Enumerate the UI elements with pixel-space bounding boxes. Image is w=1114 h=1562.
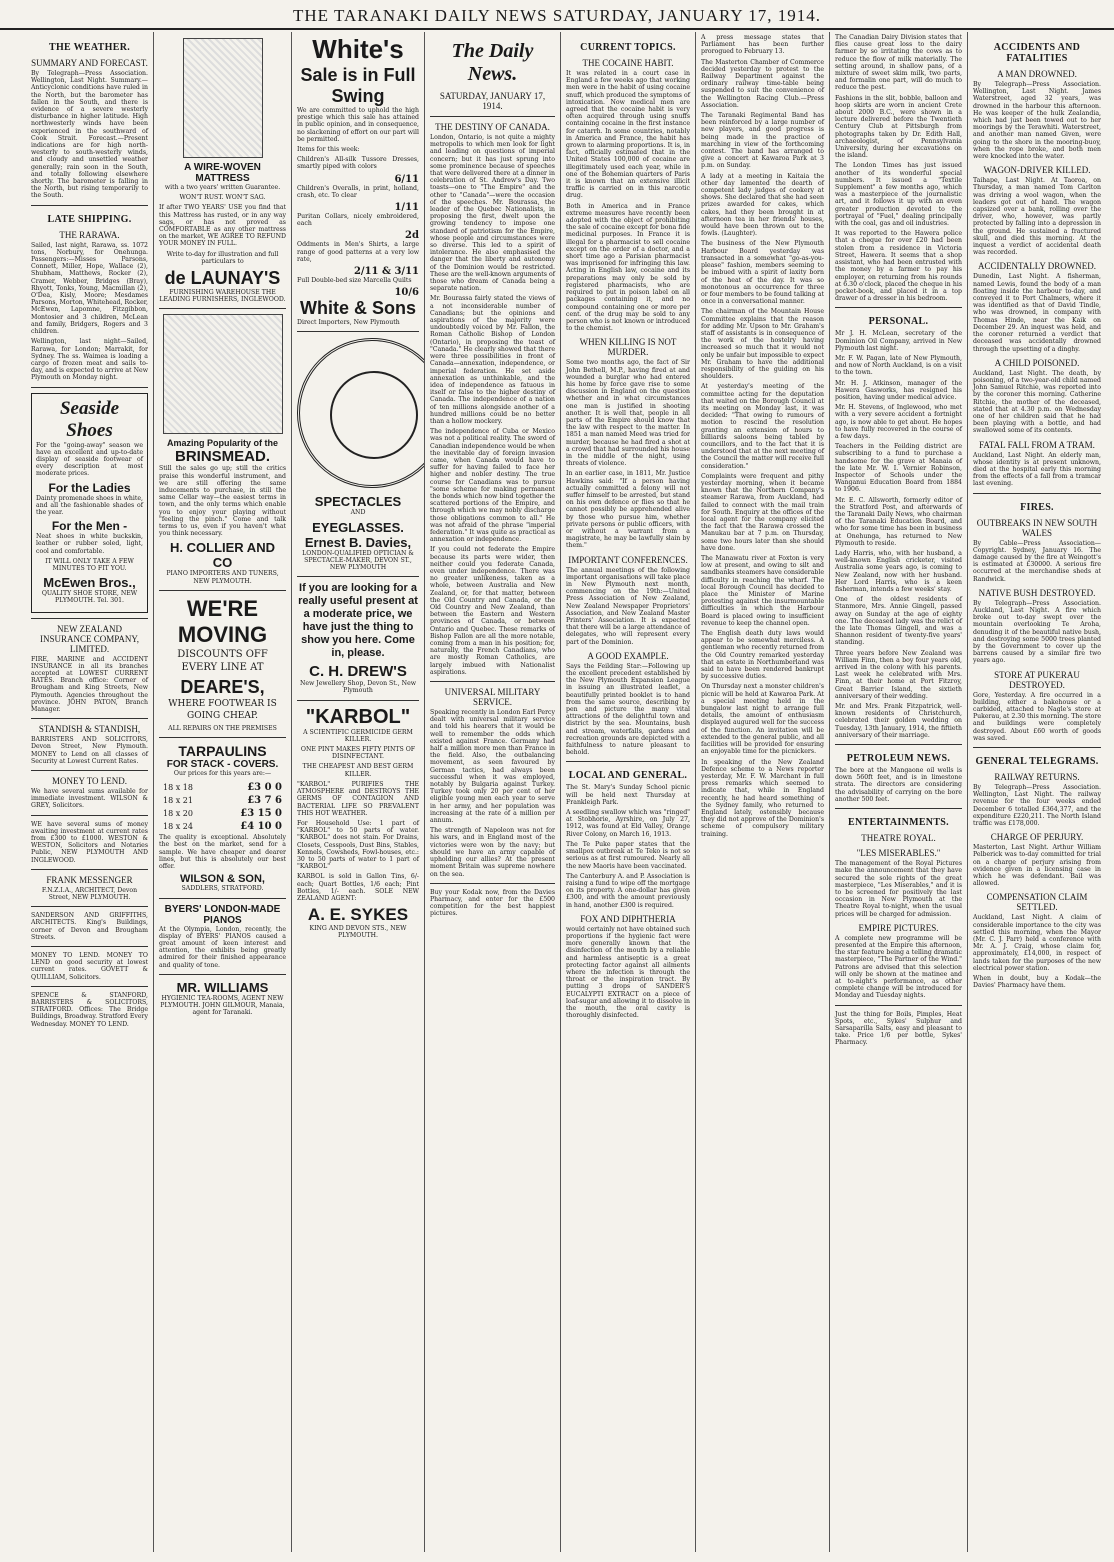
example-heading: A GOOD EXAMPLE. [587,650,669,661]
spence-text: SPENCE & STANFORD, BARRISTERS & SOLICITORS, STRATFORD. Offices: The Bridge Buildings, Broadway. Stratford Every Wednesday. MONEY TO LEND. [31,991,148,1028]
column-5 [561,32,696,1552]
conferences-p: The annual meetings of the following important organisations will take place in New Plymouth next month, commencing on the 19th:—United Press Association of New Zealand, New Zealand Newspaper Proprietors' Association, and New Zealand Master Printers' Association. It is expected that there will be a large attendance of delegates, who will represent every part of the Dominion. [566,566,690,646]
deare-sub: WHERE FOOTWEAR IS GOING CHEAP. [168,698,277,721]
personal-p8: One of the oldest residents of Stanmore, Mrs. Annie Gingell, passed away on Sunday at the age of eighty one. The deceased lady was the relict of the late Thomas Gingell, and was a Shannon resident of twenty-five years' standing. [835,596,962,647]
weather-text: By Telegraph—Press Association. Wellington, Last Night. Summary.—Anticyclonic conditions have ruled in the North, but the barometer has fallen in the South, and there is evidence of a severe westerly disturbance in higher latitude. High northwesterly winds have been experienced in the southward of Cook Strait. Forecast.—Present indications are for high north-westerly to south-westerly winds, and cloudy and unsettled weather generally; rain soon in the South, and totally following elsewhere shortly. The barometer is falling in the North, but rising temporarily to the South. [31,70,148,200]
shipping-text-2: Wellington, last night—Sailed, Rarawa, for London; Marrakit, for Sydney. The ss. Waimea is loading a cargo of frozen meat and sails to-day, and is expected to arrive at New Plymouth on Monday night. [31,338,148,382]
local-col6-p7: At yesterday's meeting of the committee acting for the deputation that waited on the Borough Council at its meeting on Monday last, it was decided: "That owing to rumours of motion to rescind the resolution granting an extension of hours to billiards saloons being tabled by councillors, and to the fact that it is understood that at the next meeting of the Council the matter will receive full consideration." [701,383,824,470]
tram-p: Auckland, Last Night. An elderly man, whose identity is at present unknown, died at the hospital early this morning from the effects of a fall from a tramcar last evening. [973,451,1101,488]
weather-title: THE WEATHER. [48,42,131,53]
empire-heading: EMPIRE PICTURES. [858,922,939,933]
local-col6-p6: The chairman of the Mountain House Committee explains that the reason for adding Mr. Upson to Mr. Graham's staff of assistants is in consequence of the work of the hostelry having increased so much that it would not only be unfair but impossible to expect Mr. Graham to have the additional responsibility of the guiding on his shoulders. [701,308,824,381]
shipping-text: Sailed, last night, Rarawa, ss. 1072 tons, Norbury, for Onehunga. Passengers:—Misses Parsons, Connett, Miller, Hope, Wallace (2), Shubham, Matthews, Rocker (2), Cramer, Webber, Bridges (Bray), Rhyott, Tonks, Young, Macmillan (2), O'Dea, Kisly, Moore; Mesdames Parsons, Morton, Whitehead, Rocker, McEwen, Lapomne, Fitzgibbon, Montosier and 3 children, McLean and family, Bridgers, Rogers and 3 children. [31,241,148,336]
killing-heading: WHEN KILLING IS NOT MURDER. [579,337,677,358]
theatre-p: The management of the Royal Pictures make the announcement that they have secured the sole rights of the great masterpiece, "Les Miserables," and it is to be screened for positively the last occasion in New Plymouth at the Theatre Royal to-night, when the usual prices will be charged for admission. [835,860,962,918]
davies-sub: LONDON-QUALIFIED OPTICIAN & SPECTACLE-MAKER, DEVON ST., NEW PLYMOUTH [302,549,414,572]
example-p: Says the Feilding Star:—Following up the excellent precedent established by the New Plymouth Expansion League in issuing an illustrated leaflet, a beautifully printed booklet is to hand from the same source, describing by pen and picture the many vital attractions of the delightful town and district by the sea. Mountains, bush and stream, waterfalls, gardens and recreation grounds are depicted with a faithfulness to nature pleasant to behold. [566,662,690,757]
drews-name: C. H. DREW'S [309,663,407,681]
nz-insurance-title: NEW ZEALAND INSURANCE COMPANY, LIMITED. [39,623,140,654]
mattress-title: A WIRE-WOVEN MATTRESS [184,162,261,184]
cocaine-heading: THE COCAINE HABIT. [582,58,674,68]
drowned-heading: A MAN DROWNED. [997,69,1077,79]
current-topics-title: CURRENT TOPICS. [580,42,676,53]
table-row: 18 x 20 £3 15 0 [163,808,282,820]
editorial-p1: London, Ontario, is not quite a mighty metropolis to which men look for light and leading on questions of imperial concern; but it has just sprung into some prominence because of speeches that were delivered there at a dinner in celebration of St. Andrew's Day. Two toasts—one to "The Empire" and the other to "Canada"—were the occasion of the speeches. Mr. Bourassa, the leader of the Quebec Nationalists, in proposing the first, dwelt upon the growing tendency to impose one standard of patriotism for the Empire, whose people and circumstances were so diverse. This led to a spirit of intolerance. He also emphasised the danger that the liberty and autonomy of the Dominion would be restricted. These are the well-known arguments of those who dream of Canada being a separate nation. [430,134,555,293]
entertainments-heading: ENTERTAINMENTS. [848,817,949,829]
column-8 [968,32,1106,1552]
sanderson-text: SANDERSON AND GRIFFITHS, ARCHITECTS. King's Buildings, corner of Devon and Brougham Streets. [31,912,148,941]
railway-heading: RAILWAY RETURNS. [994,772,1080,783]
davies-name: Ernest B. Davies, [304,534,412,550]
brinsmead-text: Still the sales go up; still the critics praise this wonderful instrument, and we are still offering the same inducements to purchase, in still the same Cellar way—the easiest terms in town, and the only terms which enable you to enjoy your playing without "feeling the pinch." Come and talk terms to us, even if you haven't what you think necessary. [159,465,286,538]
karbol-text-5: KARBOL is sold in Gallon Tins, 6/- each; Quart Bottles, 1/6 each; Pint Bottles, 1/- each. SOLE NEW ZEALAND AGENT: [297,873,419,902]
men-text: Neat shoes in white buckskin, leather or rubber soled, light, cool and comfortable. [36,533,143,555]
messenger-text: F.N.Z.I.A., ARCHITECT, Devon Street, NEW PLYMOUTH. [41,886,138,902]
collier-name: H. COLLIER AND CO [170,540,275,571]
personal-p6: Mr. E. C. Allsworth, formerly editor of the Stratford Post, and afterwards of the Taranaki Daily News, who chairman of the Taranaki Education Board, and who for some time has been in business at Onehunga, has returned to New Plymouth to reside. [835,496,962,547]
column-2 [154,32,292,1552]
sale-item: Puritan Collars, nicely embroidered, each 2d [297,213,419,242]
telegrams-heading: GENERAL TELEGRAMS. [975,756,1099,768]
local-col6-p3: The Taranaki Regimental Band has been reinforced by a large number of new players, and good progress is being made in the practice of marching in view of the forthcoming contest. The band has arranged to give a concert at Kawaroa Park at 3 p.m. on Sunday. [701,112,824,170]
stack-text: Our prices for this years are:— [173,770,272,778]
table-row: 18 x 21 £3 7 6 [163,795,282,807]
byers-title: BYERS' LONDON-MADE PIANOS [164,903,281,926]
ladies-text: Dainty promenade shoes in white, and all the fashionable shades of the year. [36,494,143,516]
moving-line-1: WE'RE [186,595,259,621]
editorial-heading: THE DESTINY OF CANADA. [435,122,550,132]
tarpaulins-title: TARPAULINS [178,743,267,760]
military-heading: UNIVERSAL MILITARY SERVICE. [444,687,541,708]
mattress-tag: WON'T RUST. WON'T SAG. [179,194,266,202]
karbol-text-1: ONE PINT MAKES FIFTY PINTS OF DISINFECTANT. [300,746,416,761]
shipping-title: LATE SHIPPING. [47,213,132,225]
table-row: 18 x 18 £3 0 0 [163,782,282,794]
items-title: Items for this week: [297,146,360,154]
kodak-note: Buy your Kodak now, from the Davies Pharmacy, and enter for the £500 competition for the best happiest pictures. [430,888,555,918]
spectacles-title: SPECTACLES [314,494,402,510]
whites-title: White's [312,34,404,64]
wagon-heading: WAGON-DRIVER KILLED. [983,165,1091,176]
whites-sons-name: White & Sons [300,298,416,319]
shipping-sub: THE RARAWA. [59,229,120,240]
williams-name: MR. WILLIAMS [176,979,269,995]
cocaine-p1: It was related in a court case in England a few weeks ago that working men were in the habit of using cocaine snuff, which produced the symptoms of intoxication. Now medical men are agreed that the cocaine habit is very often acquired through using snuffs containing cocaine in the first instance for catarrh. In some countries, notably in America and France, the habit has grown to alarming proportions. It is, in fact, officially estimated that in the United States 100,000 of cocaine are illegitimately used each year, while in one of the Bohemian quarters of Paris it is known that an extensive illicit traffic is carried on in this narcotic drug. [566,70,690,200]
cocaine-p2: Both in America and in France extreme measures have recently been adopted with the object of prohibiting the sale of cocaine except for bona fide medicinal purposes. In France it is illegal for a pharmacist to sell cocaine except on the order of a doctor, and a short time ago a Parisian pharmacist was imprisoned for infringing this law. Acting in English law, cocaine and its preparations may only be sold by registered pharmacists, who are required to put in poison label on all packages containing it, and no compound containing one or more per cent. of the drug may be sold to any person who is not known or introduced to the chemist. [566,202,690,333]
sale-item: Children's All-silk Tussore Dresses, smartly piped with colors 6/11 [297,156,419,185]
seaside-text: For the "going-away" season we have an excellent and up-to-date display of seaside footwear of every description at most moderate prices. [36,441,143,478]
karbol-title: "KARBOL" [305,705,411,728]
karbol-text-4: For Household Use: 1 part of "KARBOL" to 50 parts of water. "KARBOL" does not stain. For Drains, Closets, Cesspools, Dust Bins, Stables, Kennels, Cowsheds, Fowl-houses, etc.: 30 to 50 parts of water to 1 part of "KARBOL" [297,819,419,871]
messenger-title: FRANK MESSENGER [46,874,133,885]
men-heading: For the Men - [51,519,128,534]
editorial-p3: The independence of Cuba or Mexico was not a political reality. The sword of Canadian independence would be when the inevitable day of foreign invasion came, when Canada would have to suffer for having failed to face her higher and nobler destiny. The true course for Canadians was to pursue "some scheme for making permanent the bonds which now bind together the scattered portions of the Empire, and through which we may nobly discharge those obligations common to all." He was not afraid of the phrase "imperial federation." It was quite as practical as annexation or independence. [430,428,556,544]
child-p: Auckland, Last Night. The death, by poisoning, of a two-year-old child named John Samuel Ritchie, was reported into by the coroner this morning. Catherine Ritchie, the mother of the deceased, stated that at 4.30 p.m. on Wednesday one of her children said that he had been playing with a bottle, and had swallowed some of its contents. [973,369,1101,435]
theatre-heading: THEATRE ROYAL. [861,833,936,844]
eyeglasses-title: EYEGLASSES. [312,519,404,535]
weather-sub: SUMMARY AND FORECAST. [31,58,148,68]
collier-sub: PIANO IMPORTERS AND TUNERS, NEW PLYMOUTH. [166,570,279,585]
local-col6-p5: The business of the New Plymouth Harbour Board yesterday was transacted in a somewhat "go-as-you-please" fashion, members seeming to be imbued with a spirit of laxity born of the heat of the day. It was so monotonous an occurrence for three or four members to be found talking at once in a conversational manner. [701,240,824,306]
personal-p1: Mr J. H. McLean, secretary of the Dominion Oil Company, arrived in New Plymouth last night. [835,330,962,352]
fox-p: would certainly not have obtained such proportions if the hygienic fact were more generally known that the disinfection of the mouth by a reliable and harmless antiseptic is a great protecting factor against all ailments where the infection is through the throat or the inspiration tract. By putting 3 drops of SANDER'S EUCALYPTI EXTRACT on a piece of loaf-sugar and allowing it to dissolve in the mouth, the oral cavity is thoroughly disinfected. [566,925,690,1020]
tram-heading: FATAL FALL FROM A TRAM. [979,439,1095,450]
sykes-name: A. E. SYKES [307,905,409,925]
personal-p5: Teachers in the Feilding district are subscribing to a fund to purchase a handsome for the grave at Manaia of the late Mr. W. I. Vernier Robinson, Inspector of Schools under the Wanganui Education Board from 1884 to 1906. [835,443,962,494]
piano-illustration [163,314,283,434]
petroleum-heading: PETROLEUM NEWS. [846,753,951,765]
local-col6-p8: Complaints were frequent and pithy yesterday morning, when it became known that the Northern Company's steamer Rarawa, from Auckland, had failed to connect with the mail train for South. Enquiry at the offices of the local agent for the company elicited the fact that the Rarawa crossed the Manukau bar at 7 p.m. on Thursday, some two hours later than she should have done. [701,472,824,552]
column-4 [425,32,561,1552]
local-col6-p9: The Manawatu river at Foxton is very low at present, and owing to silt and sandbanks steamers have considerable difficulty in reaching the wharf. The local Borough Council has decided to place the Minister of Marine protesting against the insurmountable difficulties in which the Harbour Board is placed owing to insufficient revenue to keep the channel open. [701,555,824,627]
standish-text: BARRISTERS AND SOLICITORS, Devon Street, New Plymouth. MONEY to Lend on all classes of Security at Lowest Current Rates. [31,736,148,765]
drews-text: If you are looking for a really useful present at a moderate price, we have just the thing to show you here. Come in, please. [298,582,418,660]
sale-item: Children's Overalls, in print, holland, crash, etc. To clear 1/11 [297,184,419,214]
personal-p10: Mr. and Mrs. Frank Fitzpatrick, well-known residents of Christchurch, celebrated their golden wedding on Tuesday, 13th January, 1914, the fiftieth anniversary of their marriage. [835,703,962,739]
local-col6-p10: The English death duty laws would appear to be somewhat merciless. A gentleman who recently returned from the Old Country remarked yesterday that an estate in Northumberland was said to have been rendered bankrupt by successive duties. [701,630,824,681]
col7-p1: The Canadian Dairy Division states that flies cause great loss to the dairy farmer by so irritating the cows as to reduce the flow of milk materially. The setting around, in shallow pans, of a mixture of sweet skim milk, two parts, and formalin one part, will do much to reduce the pest. [835,34,962,92]
personal-heading: PERSONAL. [868,316,929,328]
compensation-heading: COMPENSATION CLAIM SETTLED. [986,892,1088,913]
wilson-sub: SADDLERS, STRATFORD. [181,885,264,893]
railway-p: By Telegraph—Press Association. Wellington, Last Night. The railway revenue for the four weeks ended December 6 totalled £364,377, and the expenditure £220,211. The North Island traffic was £178,000. [973,784,1101,828]
store-p: Gore, Yesterday. A fire occurred in a building, either a bakehouse or a carbided, attached to Nagle's store at Pukerau, at 2.30 this morning. The store and buildings were completely destroyed. About £60 worth of goods was saved. [973,691,1101,742]
local-p3: The Te Puke paper states that the smallpox outbreak at Te Teko is not so serious as at first rumoured. Nearly all the new Maoris have been vaccinated. [566,840,690,870]
repairs-text: ALL REPAIRS ON THE PREMISES [168,724,277,732]
local-col6-p1: A press message states that Parliament has been further prorogued to February 13. [701,34,824,56]
store-heading: STORE AT PUKERAU DESTROYED. [994,669,1080,690]
optician-seal-icon [297,338,425,488]
bush-heading: NATIVE BUSH DESTROYED. [978,587,1096,598]
personal-p2: Mr. F. W. Pagan, late of New Plymouth, and now of North Auckland, is on a visit to the town. [835,354,962,377]
kodak-p: When in doubt, buy a Kodak—the Davies' Pharmacy have them. [973,975,1101,990]
drews-sub: New Jewellery Shop, Devon St., New Plymouth [299,680,417,695]
editorial-p4: If you could not federate the Empire because its parts were wider, then neither could you federate Canada, even under independence. There was no greater unlikeness, taken as a whole, between Australia and New Zealand, or, for that matter, between the Old Country and Canada, or the Old Country and New Zealand, than between the Eastern and Western provinces of Canada, or between Ontario and Quebec. These remarks of Bishop Fallon are all the more notable, coming from a man in his position; for, naturally, the French Canadians, who are mostly Roman Catholics, are largely imbued with Nationalist aspirations. [430,546,555,676]
personal-p4: Mr. H. Stevens, of Inglewood, who met with a very severe accident a fortnight ago, is now able to get about. He hopes to have fully recovered in the course of a few days. [835,404,962,440]
delaunay-name: de LAUNAY'S [164,268,281,289]
local-col6-p12: In speaking of the New Zealand Defence scheme to a News reporter yesterday, Mr. F. W. Marchant in full press remarks which seemed to indicate that, while in England recently, he had heard something of the Sydney family, who returned to England lately, ostensibly because they did not approve of the Dominion's scheme of compulsory military training. [701,758,824,838]
accidentally-heading: ACCIDENTALLY DROWNED. [977,261,1097,272]
column-1 [26,32,154,1552]
seaside-title: Seaside Shoes [59,397,120,441]
military-p2: The strength of Napoleon was not for his wars, and in England most of the victories were won by the navy; but should we have an army capable of upholding our allies? At the present moment Britain was supreme nowhere on the sea. [430,827,555,878]
drowned-p: By Telegraph—Press Association. Wellington, Last Night. James Waterstreet, aged 32 years, was drowned in the harbour this afternoon. He was keeper of the hulk Zealandia, which had just been towed out to her moorings by the Terawhiti. Waterstreet, and another man named Given, were going to the shore in the mooring-buoy, when the rope broke, and both men were knocked into the water. [973,81,1101,161]
discounts-text: DISCOUNTS OFF EVERY LINE AT [177,648,268,673]
brinsmead-title: Amazing Popularity of the [166,438,278,449]
fox-heading: FOX AND DIPHTHERIA [580,913,676,924]
mattress-write: Write to-day for illustration and full particulars to [166,250,279,265]
table-row: 18 x 24 £4 10 0 [163,821,282,833]
killing-p1: Some two months ago, the fact of Sir John Bethell, M.P., having fired at and wounded a burglar who had entered his home by force gave rise to some discussion in England on the question whether and in what circumstances one man is justified in shooting another. It is well that, people in all parts of the Empire should know that the law with respect to the matter. In 1851 a man named Meed was tried for murder, because he had fired a shot at a crowd that had surrounded his house in the middle of the night, using threats of violence. [566,359,690,468]
local-general-title: LOCAL AND GENERAL. [568,770,688,782]
masthead: THE TARANAKI DAILY NEWS SATURDAY, JANUARY 17, 1914. [0,0,1114,30]
newspaper-columns [26,32,1106,1552]
karbol-text-3: "KARBOL" PURIFIES THE ATMOSPHERE and DESTROYS THE GERMS OF CONTAGION AND BACTERIAL LIFE SO PREVALENT THIS HOT WEATHER. [297,780,419,817]
wagon-p: Taihape, Last Night. At Taoroa, on Thursday, a man named Tom Carlton was driving a wool wagon, when the leaders got out of hand. The wagon capsized over a bank, rolling over the driver, who, however, was partly protected by falling into a depression in the ground. He sustained a fractured skull, and died this morning. At the inquest a verdict of accidental death was recorded. [973,177,1101,257]
perjury-heading: CHARGE OF PERJURY. [990,832,1084,843]
local-col6-p11: On Thursday next a monster children's picnic will be held at Kawaroa Park. At a special meeting held in the bungalow last night to arrange full details, the amount of enthusiasm displayed augured well for the success of the function. An invitation will be extended to the general public, and all facilities will be provided for ensuring an enjoyable time for the picnickers. [701,683,824,756]
local-col6-p4: A lady at a meeting in Kaitaia the other day lamented the dearth of competent lady judges of cookery at shows. She declared that she had seen prizes awarded for cakes, which cakes, had they been brought in at afternoon tea in her friends' houses, would have been thrown out to the fowls. (Laughter). [701,172,824,238]
sykes-sub: KING AND DEVON STS., NEW PLYMOUTH. [309,925,407,940]
wilson-name: WILSON & SON, [180,873,265,886]
military-p1: Speaking recently in London Earl Percy dealt with universal military service and told his hearers that it would be well to remember the odds which existed against France. Germany had half a million more men than France in the field. Also, the outbalancing movement, as seen favoured by German tactics, had always been successful when it was employed, notably by Bulgaria against Turkey. Turkey took only 20 per cent of her eligible young men each year to serve in her army, and her population was increasing at the rate of a million per annum. [430,709,555,825]
bush-p: By Telegraph—Press Association. Auckland, Last Night. A fire which broke out to-day swept over the mountain overlooking Te Aroha, denuding it of the beautiful native bush, and destroying some 5000 trees planted by the Government to cover up the barrens caused by a similar fire two years ago. [973,599,1101,665]
standish-title: STANDISH & STANDISH, [38,724,141,735]
karbol-text-2: THE CHEAPEST AND BEST GERM KILLER. [302,763,414,778]
sykes-note: Just the thing for Boils, Pimples, Heat Spots, etc., Sykes' Sulphur and Sarsaparilla Salts, easy and pleasant to take. Price 1/6 per bottle, Sykes' Pharmacy. [835,1010,962,1047]
williams-sub: HYGIENIC TEA-ROOMS, AGENT NEW PLYMOUTH. JOHN GILMOUR, Manaia, agent for Taranaki. [160,994,285,1017]
take-text: IT WILL ONLY TAKE A FEW MINUTES TO FIT YOU. [45,557,134,572]
empire-p: A complete new programme will be presented at the Empire this afternoon, the star feature being a telling dramatic masterpiece, "The Partner of the Wind." Patrons are advised that this selection will only be shown at the matinee and at to-night's performance, as other complete change will be introduced for Monday and Tuesday nights. [835,934,962,1000]
stack-note: The quality is exceptional. Absolutely the best on the market, send for a sample. We have cheaper and dearer lines, but this is absolutely our best offer. [159,834,286,871]
mcewen-name: McEwen Bros., [43,575,136,591]
nsw-p: By Cable—Press Association—Copyright. Sydney, January 16. The damage caused by the fire at Weingott's is estimated at £30000. A serious fire occurred at the merchandise sheds at Randwick. [973,539,1101,583]
delaunay-sub: FURNISHING WAREHOUSE THE LEADING FURNISHERS, INGLEWOOD. [159,289,286,304]
byers-text: At the Olympia, London, recently, the display of BYERS' PIANOS caused a great amount of keen interest and attention, the exhibits being greatly admired for their finished appearance and quality of tone. [159,925,286,969]
man-illustration [183,38,263,158]
mattress-sub: with a two years' written Guarantee. [164,184,281,191]
killing-p2: In an earlier case, in 1811, Mr. Justice Hawkins said: "If a person having actually committed a felony will not suffer himself to be arrested, but stand on his own defence or flies so that he cannot possibly be apprehended alive by those who pursue him, whether private persons or public officers, with or without a warrant from a magistrate, he may be lawfully slain by them." [566,470,690,550]
nsw-heading: OUTBREAKS IN NEW SOUTH WALES [976,517,1098,538]
ladies-heading: For the Ladies [48,480,131,495]
sale-item: Oddments in Men's Shirts, a large range of good patterns at a very low rate, 2/11 & 3/11 [297,241,419,278]
local-col6-p2: The Masterton Chamber of Commerce decided yesterday to protest to the Railway Department against the ordinary railway time-table being suspended to suit the convenience of the Wellington Racing Club.—Press Association. [701,58,824,109]
deare-name: DEARE'S, [180,676,265,697]
miserables-heading: "LES MISERABLES." [856,848,941,859]
mattress-text: If after TWO YEARS' USE you find that this Mattress has rusted, or in any way sags, or has not proved as COMFORTABLE as any other mattress on the market, WE AGREE TO REFUND YOUR MONEY IN FULL. [159,204,286,248]
local-p4: The Canterbury A. and P. Association is raising a fund to wipe off the mortgage on its property. A one-dollar has given £300, and with the amount previously in hand, another £300 is required. [566,872,690,909]
petroleum-p: The bore at the Mangaone oil wells is down 560ft feet, and is in limestone strata. The directors are considering the advisability of carrying on the bore another 500 feet. [835,767,962,803]
local-p2: A seedling swallow which was "ringed" at Stobhorie, Ayrshire, on July 27, 1912, was found at Eld Valley, Orange River Colony, on March 16, 1913. [566,809,690,838]
editorial-p2: Mr. Bourassa fairly stated the views of a not inconsiderable number of Canadians; but the opinions and aspirations of the majority were undoubtedly voiced by Mr. Fallon, the Roman Catholic Bishop of London (Ontario), in proposing the toast of "Canada." He clearly showed that there were three possibilities in front of Canada—annexation, independence, or imperial federation. He set aside annexation as unthinkable, and the idea of independence as fatuous in itself or false to the higher destiny of Canada. The independence of a nation of ten millions alongside another of a hundred millions could be no better than a hollow mockery. [430,295,555,425]
weston-text: WE have several sums of money awaiting investment at current rates from £300 to £1000. WESTON & WESTON, Solicitors and Notaries Public, NEW PLYMOUTH AND INGLEWOOD. [31,820,148,864]
col7-p4: It was reported to the Hawera police that a cheque for over £20 had been stolen from a residence in Victoria Street, Hawera. It seems that a shop assistant, who had been entrusted with the money by a farmer to pay his employer, on returning from his rounds at 6.30 o'clock, placed the cheque in his pocket-book, and placed it in a top drawer of a dresser in his bedroom. [835,230,962,303]
fires-heading: FIRES. [1020,501,1054,513]
stack-price-table [159,780,286,834]
accidents-title: ACCIDENTS AND FATALITIES [993,42,1081,64]
moving-line-2: MOVING [177,621,268,647]
column-6 [696,32,830,1552]
brinsmead-name: BRINSMEAD. [174,448,270,466]
column-3 [292,32,425,1552]
whites-sale: Sale is in Full Swing [300,65,416,106]
sale-item: Full Double-bed size Marcella Quilts 10/6 [297,277,419,299]
accidentally-p: Dunedin, Last Night. A fisherman, named Lewis, found the body of a man floating inside the harbour to-day, and conveyed it to Port Chalmers, where it was identified as that of David Tindle, who was drowned, in company with Thomas Hinde, near the Kaik on December 29. An inquest was held, and the coroner returned a verdict that deceased was accidentally drowned through the upsetting of a dinghy. [973,273,1101,353]
and-text: AND [350,509,366,517]
col7-p2: Fashions in the slit, bobble, balloon and hoop skirts are worn in ancient Crete about 2000 B.C., were shown in a lecture delivered before the Twentieth Century Club at Pittsburgh from photographs taken by Dr. Edith Hall, archaeologist, of Pennsylvania University, during her excavations on the island. [835,94,962,160]
nz-insurance-text: FIRE, MARINE and ACCIDENT INSURANCE in all its branches accepted at LOWEST CURRENT RATES. Branch office: Corner of Brougham and King Streets, New Plymouth. Agencies throughout the province. JOHN PATON, Branch Manager. [31,655,148,713]
stack-title: FOR STACK - COVERS. [166,759,279,771]
paper-date: SATURDAY, JANUARY 17, 1914. [439,91,546,111]
perjury-p: Masterton, Last Night. Arthur William Pelberick was to-day committed for trial on a charge of perjury arising from evidence given in a licensing case in which he was defendant. Bail was allowed. [973,844,1101,888]
col7-p3: The London Times has just issued another of its wonderful special numbers. It issued a "Textile Supplement" a few months ago, which was a masterpiece of the journalistic art, and it follows it up with an even greater production devoted to the portrayal of "Fuel," dealing principally with the coal, gas and oil industries. [835,162,962,228]
compensation-p: Auckland, Last Night. A claim of considerable importance to the city was settled this morning, when the Mayor (Mr. C. J. Parr) held a conference with Mr. A. J. Craig, whose claim for, approximately, £14,000, in respect of lands taken for the purposes of the new electrical power station. [973,914,1101,972]
local-p1: The St. Mary's Sunday School picnic will be held next Thursday at Frankleigh Park. [566,784,690,806]
karbol-sub: A SCIENTIFIC GERMICIDE GERM KILLER. [303,728,413,743]
personal-p3: Mr. H. J. Atkinson, manager of the Hawera Gasworks, has resigned his position, having under medical advice. [835,379,962,401]
money-title: MONEY TO LEND. [51,776,128,786]
conferences-heading: IMPORTANT CONFERENCES. [568,554,688,565]
personal-p9: Three years before New Zealand was William Finn, then a boy four years old, arrived in the colony with his parents. Last week he celebrated with Mrs. Finn, at their home at Port Fitzroy, Great Barrier Island, the sixtieth anniversary of their wedding. [835,649,962,700]
personal-p7: Lady Harris, who, with her husband, a well-known English cricketer, visited Australia some years ago, is coming to New Zealand, now with her husband. Her Lord Harris, who is a keen fisherman, intends a few weeks' stay. [835,550,962,594]
seaside-shoes-ad [31,393,148,613]
mcewen-sub: QUALITY SHOE STORE, NEW PLYMOUTH. Tel. 301. [41,590,138,605]
paper-title: The Daily News. [451,40,534,85]
child-heading: A CHILD POISONED. [994,357,1080,368]
whites-text: We are committed to uphold the high prestige which this sale has attained in public opinion, and in consequence, no slackening of effort on our part will be permitted. [297,107,419,143]
money2-text: MONEY TO LEND. MONEY TO LEND on good security at lowest current rates. GOVETT & QUILLIAM, Solicitors. [31,952,148,981]
whites-sub: Direct Importers, New Plymouth [297,319,400,327]
column-7 [830,32,968,1552]
money-text: We have several sums available for immediate investment. WILSON & GREY, Solicitors. [31,788,148,810]
